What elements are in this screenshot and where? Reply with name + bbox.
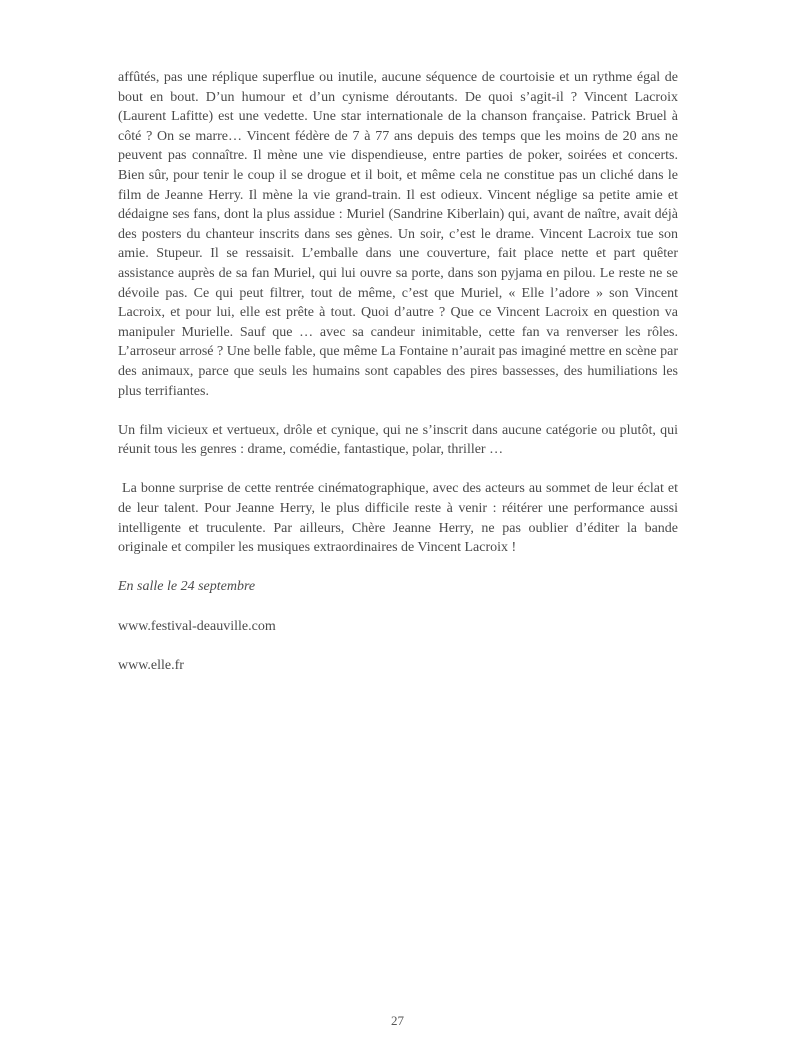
review-paragraph-genres: Un film vicieux et vertueux, drôle et cynique, qui ne s’inscrit dans aucune catégorie ou plutôt, qui réunit tous les genres : drame, comédie, fantastique, polar, thriller … <box>118 422 682 458</box>
link-elle-fr[interactable]: www.elle.fr <box>118 657 184 673</box>
page-body-text <box>118 68 682 695</box>
review-paragraph-conclusion: La bonne surprise de cette rentrée cinématographique, avec des acteurs au sommet de leur éclat et de leur talent. Pour Jeanne Herry, le plus difficile reste à venir : réitérer une performance aussi intelligente et truculente. Par ailleurs, Chère Jeanne Herry, ne pas oublier d’éditer la bande originale et compiler les musiques extraordinaires de Vincent Lacroix ! <box>118 481 682 556</box>
release-date-line: En salle le 24 septembre <box>118 579 256 595</box>
link-festival-deauville[interactable]: www.festival-deauville.com <box>118 618 276 634</box>
review-paragraph-synopsis: affûtés, pas une réplique superflue ou inutile, aucune séquence de courtoisie et un rythme égal de bout en bout. D’un humour et d’un cynisme déroutants. De quoi s’agit-il ? Vincent Lacroix (Laurent Lafitte) est une vedette. Une star internationale de la chanson française. Patrick Bruel à côté ? On se marre… Vincent fédère de 7 à 77 ans depuis des temps que les moins de 20 ans ne peuvent pas connaître. Il mène une vie dispendieuse, entre parties de poker, soirées et concerts. Bien sûr, pour tenir le coup il se drogue et il boit, et même cela ne constitue pas un cliché dans le film de Jeanne Herry. Il mène la vie grand-train. Il est odieux. Vincent néglige sa petite amie et dédaigne ses fans, dont la plus assidue : Muriel (Sandrine Kiberlain) qui, avant de naître, avait déjà des posters du chanteur inscrits dans ses gènes. Un soir, c’est le drame. Vincent Lacroix tue son amie. Stupeur. Il se ressaisit. L’emballe dans une couverture, fait place nette et part quêter assistance auprès de sa fan Muriel, qui lui ouvre sa porte, dans son pyjama en pilou. Le reste ne se dévoile pas. Ce qui peut filtrer, tout de même, c’est que Muriel, « Elle l’adore » son Vincent Lacroix, et pour lui, elle est prête à tout. Quoi d’autre ? Que ce Vincent Lacroix en question va manipuler Murielle. Sauf que … avec sa candeur inimitable, cette fan va renverser les rôles. L’arroseur arrosé ? Une belle fable, que même La Fontaine n’aurait pas imaginé mettre en scène par des animaux, parce que seuls les humains sont capables des pires bassesses, des humiliations les plus terrifiantes. <box>118 70 682 399</box>
page-number: 27 <box>391 1013 404 1028</box>
